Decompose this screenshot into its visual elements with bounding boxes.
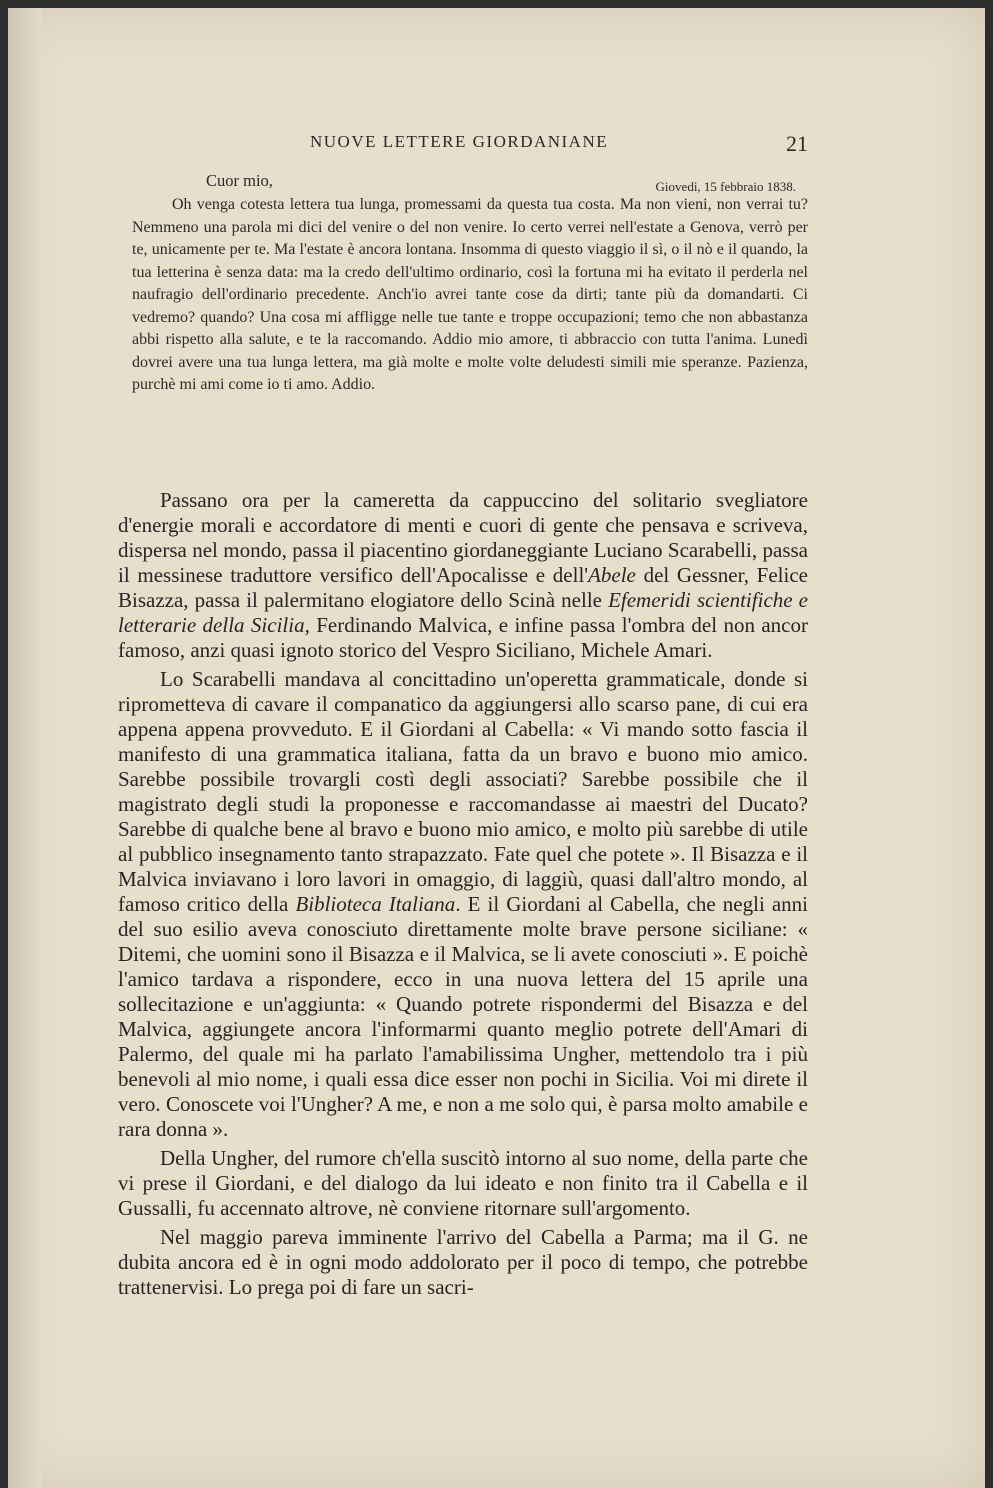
page-number: 21 (786, 131, 808, 156)
paragraph-1-text-c: del Gessner, Felice Bisazza, passa il palermitano elogiatore dello Scinà nelle (118, 563, 808, 612)
main-text (118, 488, 808, 1304)
paragraph-2-italic-title-biblioteca: Biblioteca Italiana (295, 892, 456, 916)
paragraph-1 (118, 488, 808, 663)
letter-body: Oh venga cotesta lettera tua lunga, promessami da questa tua costa. Ma non vieni, non verrai tu? Nemmeno una parola mi dici del venire o del non venire. Io certo verrei nell'estate a Genova, verrò per te, unicamente per te. Ma l'estate è ancora lontana. Insomma di questo viaggio il sì, o il nò e il quando, la tua letterina è senza data: ma la credo dell'ultimo ordinario, così la fortuna mi ha evitato il perderla nel naufragio dell'ordinario precedente. Anch'io avrei tante cose da dirti; tante più da domandarti. Ci vedremo? quando? Una cosa mi affligge nelle tue tante e troppe occupazioni; temo che non abbastanza abbi rispetto alla salute, e te la raccomando. Addio mio amore, ti abbraccio con tutta l'anima. Lunedì dovrei avere una tua lunga lettera, ma già molte e molte volte deludesti simili mie speranze. Pazienza, purchè mi ami come io ti amo. Addio. (132, 196, 808, 393)
paragraph-2 (118, 667, 808, 1142)
paragraph-4: Nel maggio pareva imminente l'arrivo del Cabella a Parma; ma il G. ne dubita ancora ed è in ogni modo addolorato per il poco di tempo, che potrebbe trattenervisi. Lo prega poi di fare un sacri- (118, 1225, 808, 1299)
paragraph-1-italic-title-abele: Abele (588, 563, 636, 587)
letter-date: Giovedì, 15 febbraio 1838. (655, 179, 796, 194)
paragraph-2-text-c: . E il Giordani al Cabella, che negli anni del suo esilio aveva conosciuto direttamente molte brave persone siciliane: « Ditemi, che uomini sono il Bisazza e il Malvica, se li avete conosciuti ». E poichè l'amico tardava a rispondere, ecco in una nuova lettera del 15 aprile una sollecitazione e un'aggiunta: « Quando potrete rispondermi del Bisazza e del Malvica, aggiungete ancora l'informarmi quanto meglio potrete dell'Amari di Palermo, del quale mi ha parlato l'amabilissima Ungher, mettendolo tra i più benevoli al mio nome, i quali essa dice esser non pochi in Sicilia. Voi mi direte il vero. Conoscete voi l'Ungher? A me, e non a me solo qui, è parsa molto amabile e rara donna ». (118, 892, 808, 1141)
paragraph-2-text-a: Lo Scarabelli mandava al concittadino un'operetta grammaticale, donde si riprometteva di cavare il companatico da aggiungersi allo scarso pane, di cui era appena appena provveduto. E il Giordani al Cabella: « Vi mando sotto fascia il manifesto di una grammatica italiana, fatta da un bravo e buono mio amico. Sarebbe possibile trovargli costì degli associati? Sarebbe possibile che il magistrato degli studi la proponesse e raccomandasse ai maestri del Ducato? Sarebbe di qualche bene al bravo e buono mio amico, e molto più sarebbe di utile al pubblico insegnamento tanto strapazzato. Fate quel che potete ». Il Bisazza e il Malvica inviavano i loro lavori in omaggio, di laggiù, quasi dall'altro mondo, al famoso critico della (118, 667, 808, 916)
paragraph-3: Della Ungher, del rumore ch'ella suscitò intorno al suo nome, della parte che vi prese il Giordani, e del dialogo da lui ideato e non finito tra il Cabella e il Gussalli, fu accennato altrove, nè conviene ritornare sull'argomento. (118, 1146, 808, 1220)
quoted-letter (132, 168, 808, 397)
paragraph-1-text-e: , Ferdinando Malvica, e infine passa l'ombra del non ancor famoso, anzi quasi ignoto storico del Vespro Siciliano, Michele Amari. (118, 613, 808, 662)
letter-salutation: Cuor mio, (206, 171, 273, 190)
page-gutter (8, 8, 42, 1488)
paragraph-1-text-a: Passano ora per la cameretta da cappuccino del solitario svegliatore d'energie morali e accordatore di menti e cuori di gente che pensava e scriveva, dispersa nel mondo, passa il piacentino giordaneggiante Luciano Scarabelli, passa il messinese traduttore versifico dell'Apocalisse e dell' (118, 488, 808, 587)
running-title: NUOVE LETTERE GIORDANIANE (310, 132, 609, 151)
paragraph-1-italic-title-efemeridi: Efemeridi scientifiche e letterarie della Sicilia (118, 588, 808, 637)
letter-header (132, 168, 808, 194)
